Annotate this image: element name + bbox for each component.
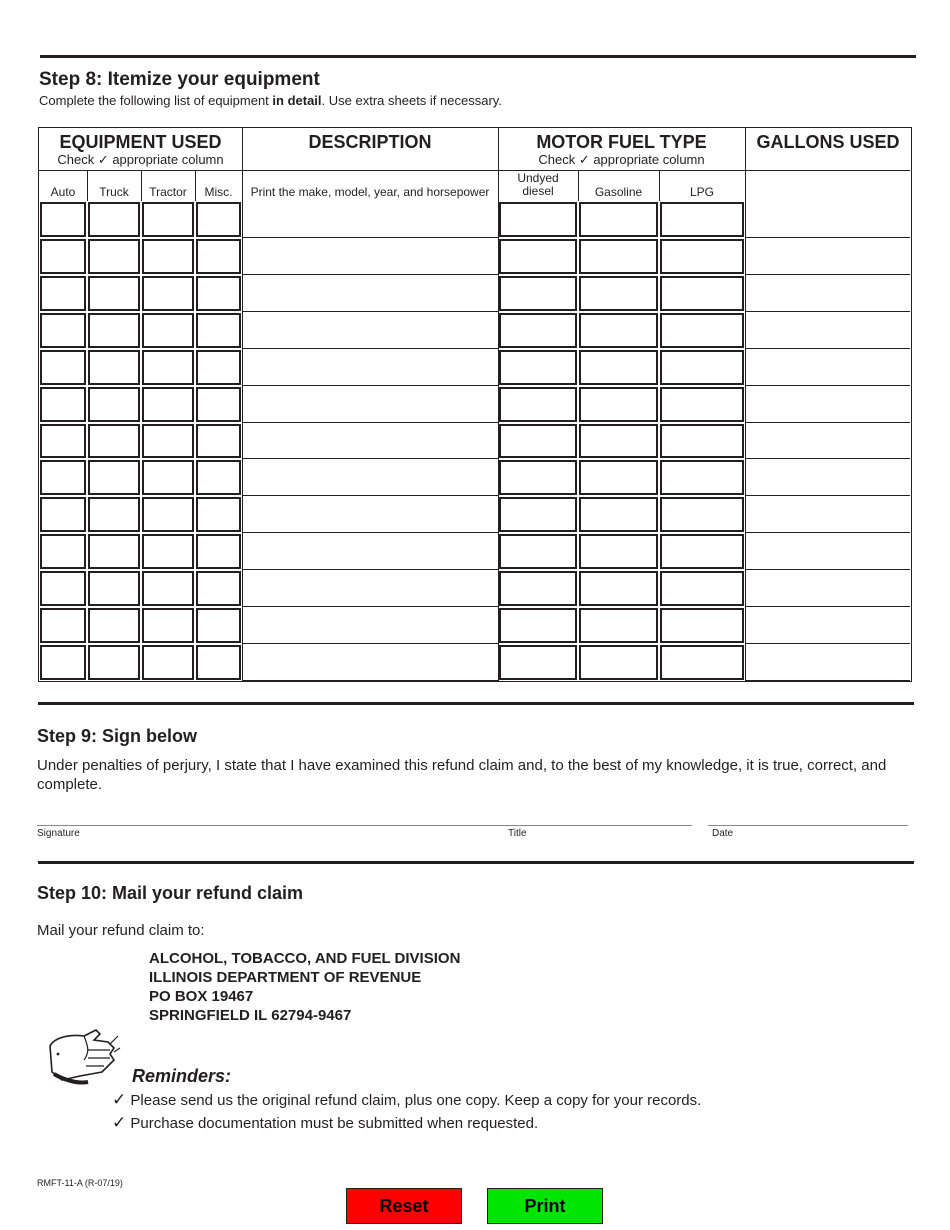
mailing-address (149, 949, 460, 1025)
description-input[interactable] (243, 312, 497, 348)
equipment-check-instruction: Check ✓ appropriate column (57, 152, 224, 167)
equipment-checkbox[interactable] (40, 534, 86, 569)
fuel-type-checkbox[interactable] (579, 497, 658, 532)
step10-title: Step 10: Mail your refund claim (37, 883, 304, 903)
equipment-checkbox[interactable] (196, 645, 241, 680)
equipment-checkbox[interactable] (88, 460, 140, 495)
equipment-checkbox[interactable] (40, 313, 86, 348)
reset-button[interactable]: Reset (346, 1188, 462, 1224)
equipment-checkbox[interactable] (88, 608, 140, 643)
fuel-type-checkbox[interactable] (499, 276, 577, 311)
equipment-checkbox[interactable] (40, 571, 86, 606)
fuel-check-instruction: Check ✓ appropriate column (538, 152, 705, 167)
top-divider (40, 55, 916, 58)
gallons-input[interactable] (746, 570, 910, 606)
fuel-type-checkbox[interactable] (499, 313, 577, 348)
equipment-checkbox[interactable] (196, 497, 241, 532)
checkmark-icon: ✓ (112, 1113, 127, 1132)
signature-label: Signature (37, 828, 80, 839)
equipment-checkbox[interactable] (142, 276, 194, 311)
col-lpg-header: LPG (689, 185, 714, 199)
gallons-input[interactable] (746, 459, 910, 495)
description-input[interactable] (243, 349, 497, 385)
subcolumn-divider (659, 170, 660, 201)
fuel-type-checkbox[interactable] (579, 202, 658, 237)
equipment-checkbox[interactable] (196, 534, 241, 569)
equipment-checkbox[interactable] (40, 645, 86, 680)
fuel-type-checkbox[interactable] (499, 350, 577, 385)
description-input[interactable] (243, 607, 497, 643)
equipment-checkbox[interactable] (40, 276, 86, 311)
fuel-type-checkbox[interactable] (499, 460, 577, 495)
fuel-type-checkbox[interactable] (499, 608, 577, 643)
fuel-type-checkbox[interactable] (660, 350, 744, 385)
subcolumn-divider (141, 170, 142, 201)
gallons-input[interactable] (746, 533, 910, 569)
equipment-used-heading: EQUIPMENT USED (59, 132, 222, 152)
fuel-type-checkbox[interactable] (660, 497, 744, 532)
description-input[interactable] (243, 570, 497, 606)
step10-divider (38, 861, 914, 864)
gallons-input[interactable] (746, 496, 910, 532)
step9-title: Step 9: Sign below (37, 726, 198, 746)
equipment-checkbox[interactable] (88, 202, 140, 237)
equipment-checkbox[interactable] (88, 497, 140, 532)
fuel-type-checkbox[interactable] (579, 460, 658, 495)
equipment-checkbox[interactable] (40, 497, 86, 532)
print-button[interactable]: Print (487, 1188, 603, 1224)
col-auto-header: Auto (50, 185, 76, 199)
fuel-type-checkbox[interactable] (660, 460, 744, 495)
description-input[interactable] (243, 386, 497, 422)
description-input[interactable] (243, 459, 497, 495)
fuel-type-checkbox[interactable] (660, 424, 744, 459)
equipment-checkbox[interactable] (142, 645, 194, 680)
equipment-checkbox[interactable] (196, 313, 241, 348)
fuel-type-checkbox[interactable] (499, 202, 577, 237)
equipment-checkbox[interactable] (88, 313, 140, 348)
pointing-hand-icon (44, 1026, 122, 1088)
fuel-type-checkbox[interactable] (660, 276, 744, 311)
fuel-type-checkbox[interactable] (499, 239, 577, 274)
fuel-type-checkbox[interactable] (579, 424, 658, 459)
fuel-type-checkbox[interactable] (579, 276, 658, 311)
equipment-checkbox[interactable] (40, 608, 86, 643)
description-input[interactable] (243, 238, 497, 274)
header-divider (39, 170, 910, 171)
gallons-input[interactable] (746, 201, 910, 237)
equipment-checkbox[interactable] (88, 424, 140, 459)
address-line: SPRINGFIELD IL 62794-9467 (149, 1007, 352, 1024)
step9-divider (38, 702, 914, 705)
description-input[interactable] (243, 644, 497, 680)
equipment-checkbox[interactable] (40, 350, 86, 385)
equipment-checkbox[interactable] (142, 608, 194, 643)
gallons-input[interactable] (746, 275, 910, 311)
form-id: RMFT-11-A (R-07/19) (37, 1178, 123, 1188)
gallons-input[interactable] (746, 644, 910, 680)
subcolumn-divider (578, 170, 579, 201)
fuel-type-checkbox[interactable] (579, 313, 658, 348)
date-label: Date (712, 828, 734, 839)
gallons-input[interactable] (746, 423, 910, 459)
step8-intro: Complete the following list of equipment in detail. Use extra sheets if necessary. (39, 93, 502, 108)
equipment-checkbox[interactable] (88, 350, 140, 385)
subcolumn-divider (87, 170, 88, 201)
address-line: ILLINOIS DEPARTMENT OF REVENUE (149, 969, 422, 986)
checkmark-icon: ✓ (112, 1090, 127, 1109)
equipment-checkbox[interactable] (196, 202, 241, 237)
col-gasoline-header: Gasoline (594, 185, 643, 199)
equipment-checkbox[interactable] (142, 534, 194, 569)
equipment-checkbox[interactable] (142, 424, 194, 459)
equipment-checkbox[interactable] (40, 460, 86, 495)
fuel-type-checkbox[interactable] (499, 497, 577, 532)
equipment-checkbox[interactable] (142, 239, 194, 274)
equipment-checkbox[interactable] (40, 202, 86, 237)
equipment-checkbox[interactable] (88, 387, 140, 422)
equipment-checkbox[interactable] (142, 571, 194, 606)
equipment-checkbox[interactable] (196, 276, 241, 311)
col-undyed-diesel-header: Undyed diesel (517, 171, 559, 198)
equipment-checkbox[interactable] (196, 387, 241, 422)
reminders-heading: Reminders: (132, 1066, 232, 1086)
fuel-type-checkbox[interactable] (660, 534, 744, 569)
equipment-table (38, 127, 912, 682)
col-misc-header: Misc. (204, 185, 233, 199)
description-heading: DESCRIPTION (308, 132, 432, 152)
fuel-type-checkbox[interactable] (579, 534, 658, 569)
fuel-type-checkbox[interactable] (579, 239, 658, 274)
gallons-input[interactable] (746, 312, 910, 348)
equipment-checkbox[interactable] (40, 424, 86, 459)
equipment-checkbox[interactable] (142, 350, 194, 385)
col-truck-header: Truck (99, 185, 129, 199)
fuel-type-checkbox[interactable] (499, 534, 577, 569)
col-description-header: Print the make, model, year, and horsepower (250, 185, 490, 199)
description-row-line (242, 680, 498, 681)
fuel-type-checkbox[interactable] (660, 202, 744, 237)
equipment-checkbox[interactable] (196, 460, 241, 495)
reminder-item: ✓ Purchase documentation must be submitted when requested. (112, 1113, 539, 1132)
description-input[interactable] (243, 201, 497, 237)
subcolumn-divider (195, 170, 196, 201)
equipment-checkbox[interactable] (88, 571, 140, 606)
equipment-checkbox[interactable] (196, 571, 241, 606)
date-line[interactable] (708, 825, 908, 826)
fuel-type-checkbox[interactable] (499, 387, 577, 422)
signature-line[interactable] (37, 825, 692, 826)
equipment-checkbox[interactable] (196, 239, 241, 274)
equipment-checkbox[interactable] (88, 645, 140, 680)
col-tractor-header: Tractor (149, 185, 187, 199)
fuel-type-checkbox[interactable] (579, 608, 658, 643)
equipment-checkbox[interactable] (88, 534, 140, 569)
mail-to-label: Mail your refund claim to: (37, 922, 205, 939)
gallons-row-line (745, 680, 910, 681)
gallons-input[interactable] (746, 349, 910, 385)
fuel-type-checkbox[interactable] (579, 350, 658, 385)
description-input[interactable] (243, 496, 497, 532)
gallons-used-heading: GALLONS USED (756, 132, 900, 152)
equipment-checkbox[interactable] (196, 608, 241, 643)
equipment-checkbox[interactable] (40, 387, 86, 422)
description-input[interactable] (243, 533, 497, 569)
equipment-checkbox[interactable] (142, 460, 194, 495)
gallons-input[interactable] (746, 607, 910, 643)
fuel-type-checkbox[interactable] (660, 571, 744, 606)
reminder-item: ✓ Please send us the original refund claim, plus one copy. Keep a copy for your records. (112, 1090, 702, 1109)
equipment-checkbox[interactable] (196, 424, 241, 459)
equipment-checkbox[interactable] (196, 350, 241, 385)
gallons-input[interactable] (746, 238, 910, 274)
equipment-checkbox[interactable] (142, 313, 194, 348)
fuel-type-checkbox[interactable] (660, 313, 744, 348)
motor-fuel-type-heading: MOTOR FUEL TYPE (536, 132, 707, 152)
fuel-type-checkbox[interactable] (660, 608, 744, 643)
address-line: ALCOHOL, TOBACCO, AND FUEL DIVISION (149, 950, 461, 967)
equipment-checkbox[interactable] (142, 387, 194, 422)
gallons-input[interactable] (746, 386, 910, 422)
fuel-type-checkbox[interactable] (660, 239, 744, 274)
fuel-type-checkbox[interactable] (499, 424, 577, 459)
equipment-checkbox[interactable] (142, 202, 194, 237)
perjury-statement: Under penalties of perjury, I state that I have examined this refund claim and, to the best of my knowledge, it is true, correct, and complete. (37, 757, 887, 793)
fuel-type-checkbox[interactable] (579, 645, 658, 680)
fuel-type-checkbox[interactable] (660, 645, 744, 680)
title-label: Title (508, 828, 527, 839)
step8-title: Step 8: Itemize your equipment (39, 69, 320, 90)
fuel-type-checkbox[interactable] (579, 387, 658, 422)
fuel-type-checkbox[interactable] (499, 571, 577, 606)
equipment-checkbox[interactable] (88, 239, 140, 274)
equipment-checkbox[interactable] (40, 239, 86, 274)
fuel-type-checkbox[interactable] (660, 387, 744, 422)
address-line: PO BOX 19467 (149, 988, 254, 1005)
equipment-checkbox[interactable] (142, 497, 194, 532)
equipment-checkbox[interactable] (88, 276, 140, 311)
fuel-type-checkbox[interactable] (499, 645, 577, 680)
fuel-type-checkbox[interactable] (579, 571, 658, 606)
description-input[interactable] (243, 423, 497, 459)
description-input[interactable] (243, 275, 497, 311)
